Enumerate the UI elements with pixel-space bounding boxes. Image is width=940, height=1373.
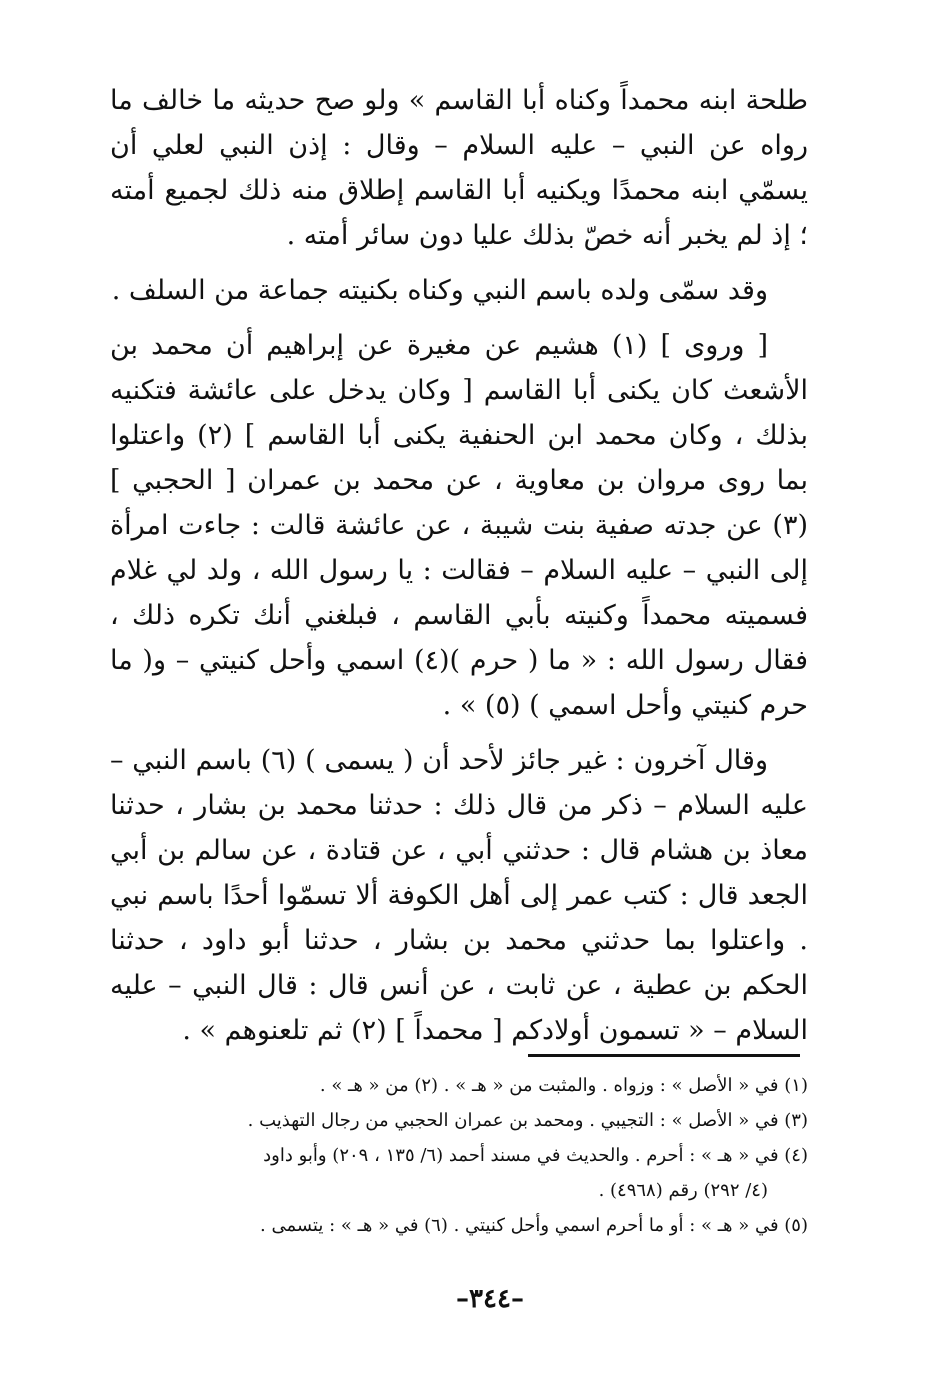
paragraph-3: [ وروى ] (١) هشيم عن مغيرة عن إبراهيم أن محمد بن الأشعث كان يكنى أبا القاسم [ وكان يدخل على عائشة فتكنيه بذلك ، وكان محمد ابن الحنفية يكنى أبا القاسم ] (٢) واعتلوا بما روى مروان بن معاوية ، عن محمد بن عمران [ الحجبي ] (٣) عن جدته صفية بنت شيبة ، عن عائشة قالت : جاءت امرأة إلى النبي – عليه السلام – فقالت : يا رسول الله ، ولد لي غلام فسميته محمداً وكنيته بأبي القاسم ، فبلغني أنك تكره ذلك ، فقال رسول الله : « ما ( حرم )(٤) اسمي وأحل كنيتي – و( ما حرم كنيتي وأحل اسمي ) (٥) » . — [110, 330, 809, 721]
paragraph-1: طلحة ابنه محمداً وكناه أبا القاسم » ولو صح حديثه ما خالف ما رواه عن النبي – عليه السلام – وقال : إذن النبي لعلي أن يسمّي ابنه محمدًا ويكنيه أبا القاسم إطلاق منه ذلك لجميع أمته ؛ إذ لم يخبر أنه خصّ بذلك عليا دون سائر أمته . — [110, 85, 808, 251]
page-number: –٣٤٤– — [456, 1284, 524, 1314]
paragraph-2: وقد سمّى ولده باسم النبي وكناه بكنيته جماعة من السلف . — [111, 275, 768, 306]
footnote-line: (٥) في « هـ » : أو ما أحرم اسمي وأحل كنيتي . (٦) في « هـ » : يتسمى . — [260, 1215, 808, 1236]
footnote-line: (٤) في « هـ » : أحرم . والحديث في مسند أحمد (٦/ ١٣٥ ، ٢٠٩) وأبو داود — [263, 1145, 808, 1166]
footnote-line: (١) في « الأصل » : وزواه . والمثبت من « هـ » . (٢) من « هـ » . — [319, 1075, 808, 1096]
main-text — [110, 78, 808, 1053]
footnote-line: (٣) في « الأصل » : التجيبي . ومحمد بن عمران الحجبي من رجال التهذيب . — [247, 1110, 808, 1131]
paragraph-4: وقال آخرون : غير جائز لأحد أن ( يسمى ) (٦) باسم النبي – عليه السلام – ذكر من قال ذلك : حدثنا محمد بن بشار ، حدثنا معاذ بن هشام قال : حدثني أبي ، عن قتادة ، عن سالم بن أبي الجعد قال : كتب عمر إلى أهل الكوفة ألا تسمّوا أحدًا باسم نبي . واعتلوا بما حدثني محمد بن بشار ، حدثنا أبو داود ، حدثنا الحكم بن عطية ، عن ثابت ، عن أنس قال : قال النبي – عليه السلام – « تسمون أولادكم [ محمداً ] (٢) ثم تلعنوهم » . — [110, 745, 808, 1046]
footnotes — [112, 1068, 808, 1243]
footnote-divider — [528, 1054, 800, 1057]
footnote-line-continuation: (٤/ ٢٩٢) رقم (٤٩٦٨) . — [598, 1180, 768, 1201]
